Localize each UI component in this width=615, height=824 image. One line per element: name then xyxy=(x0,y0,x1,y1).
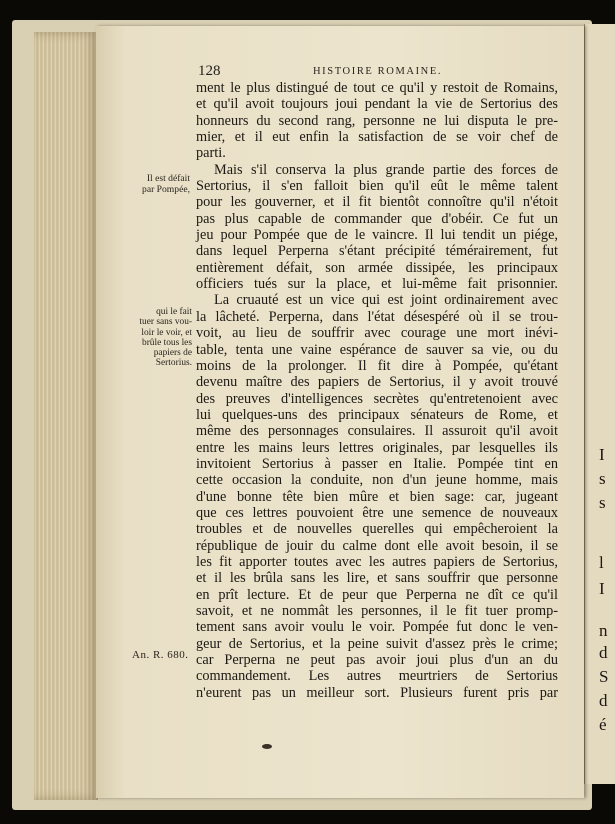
text-line: tement sans avoir voulu le voir. Pompée fut donc le ven- xyxy=(196,619,558,636)
margin-note-line: par Pompée, xyxy=(142,184,190,195)
text-line: voit, au lieu de souffrir avec courage une mort inévi- xyxy=(196,325,558,342)
text-line: officiers tués sur la place, et lui-même fait prisonnier. xyxy=(196,276,558,293)
text-line: cette occasion la conduite, non d'un jeune homme, mais xyxy=(196,472,558,489)
text-line: mier, et il eut enfin la satisfaction de se voir chef de xyxy=(196,129,558,146)
margin-note-line: tuer sans vou- xyxy=(139,317,192,328)
margin-note-defeat xyxy=(128,173,190,195)
text-line: pour les gouverner, et il fit bientôt connoître qu'il n'étoit xyxy=(196,194,558,211)
page-edges xyxy=(34,32,98,800)
text-line: ment le plus distingué de tout ce qu'il y restoit de Romains, xyxy=(196,80,558,96)
text-line: d'une bonne tête bien mûre et bien sage: car, jugeant xyxy=(196,488,558,505)
text-line: et il les brûla sans les lire, et sans souffrir que personne xyxy=(196,570,558,587)
running-head: HISTOIRE ROMAINE. xyxy=(313,66,443,77)
margin-note-line: qui le fait xyxy=(156,307,192,317)
facing-page-edge xyxy=(584,24,615,784)
margin-note-line: loir le voir, et xyxy=(141,327,192,338)
text-line: n'eurent pas un meilleur sort. Plusieurs furent pris par xyxy=(196,684,558,701)
facing-page-fragment: l xyxy=(599,553,604,572)
ink-spot xyxy=(262,744,272,749)
text-line: invitoient Sertorius à passer en Italie. Pompée tint en xyxy=(196,455,558,472)
facing-page-fragment: n xyxy=(599,621,608,640)
text-line: pas plus capable de commander que d'obéir. Ce fut un xyxy=(196,210,558,227)
text-line: entièrement défait, son armée dissipée, les principaux xyxy=(196,259,558,276)
text-line: troubles et de nouvelles querelles qui empêcheroient la xyxy=(196,521,558,538)
text-line: entre les mains leurs lettres originales, par lesquelles ils xyxy=(196,439,558,456)
text-line: et qu'il avoit toujours joui pendant la vie de Sertorius des xyxy=(196,96,558,113)
margin-note-line: papiers de xyxy=(153,348,192,359)
page-number: 128 xyxy=(198,63,221,79)
text-line: Sertorius, il s'en falloit bien qu'il eût le même talent xyxy=(196,178,558,195)
margin-note-line: brûle tous les xyxy=(142,337,192,348)
margin-note-line: Sertorius. xyxy=(155,358,192,369)
facing-page-fragment: s xyxy=(599,469,606,488)
text-line: honneurs du second rang, personne ne lui disputa le pre- xyxy=(196,112,558,129)
text-line: commandement. Les autres meurtriers de Sertorius xyxy=(196,668,558,685)
text-line: république de jouir du calme dont elle avoit besoin, il se xyxy=(196,537,558,554)
facing-page-fragment: I xyxy=(599,445,605,464)
text-line: lui quelques-uns des principaux sénateurs de Rome, et xyxy=(196,406,558,423)
text-line: geur de Sertorius, et la peine suivit d'assez près le crime; xyxy=(196,635,558,652)
body-text xyxy=(196,80,558,701)
text-line: en prît lecture. Et de peur que Perperna ne dît ce qu'il xyxy=(196,586,558,603)
text-line: que ces lettres pouvoient être une semence de nouveaux xyxy=(196,504,558,521)
facing-page-fragment: S xyxy=(599,667,609,686)
text-line: parti. xyxy=(196,145,226,162)
text-line: moins de la prolonger. Il fit dire à Pompée, qu'étant xyxy=(196,357,558,374)
text-line: table, tenta une vaine espérance de sauver sa vie, ou du xyxy=(196,341,558,358)
text-line: La cruauté est un vice qui est joint ordinairement avec xyxy=(214,292,558,309)
facing-page-fragment: I xyxy=(599,579,605,598)
margin-note-execution xyxy=(130,307,192,369)
margin-note-line: Il est défait xyxy=(146,173,190,184)
text-line: Mais s'il conserva la plus grande partie des forces de xyxy=(214,161,558,178)
facing-page-fragment: s xyxy=(599,493,606,512)
text-line: les fit apporter toutes avec les autres papiers de Sertorius, xyxy=(196,553,558,570)
text-line: la lâcheté. Perperna, dans l'état désespéré où il se trou- xyxy=(196,308,558,325)
text-line: même des personnages consulaires. Il assuroit qu'il avoit xyxy=(196,423,558,440)
text-line: devenu maître des papiers de Sertorius, il y avoit trouvé xyxy=(196,374,558,391)
facing-page-fragment: é xyxy=(599,715,607,734)
text-line: savoit, et ne nommât les personnes, il le fit tuer promp- xyxy=(196,603,558,619)
margin-note-year: An. R. 680. xyxy=(132,649,189,661)
text-line: car Perperna ne peut pas avoir joui plus d'un an du xyxy=(196,652,558,669)
text-line: dans lequel Perperna s'étant précipité témérairement, fut xyxy=(196,243,558,260)
text-line: des preuves d'intelligences secrètes qu'entretenoient avec xyxy=(196,390,558,407)
facing-page-fragment: d xyxy=(599,643,608,662)
text-line: jeu pour Pompée que de le vaincre. Il lui tendit un piége, xyxy=(196,227,558,244)
facing-page-fragment: d xyxy=(599,691,608,710)
